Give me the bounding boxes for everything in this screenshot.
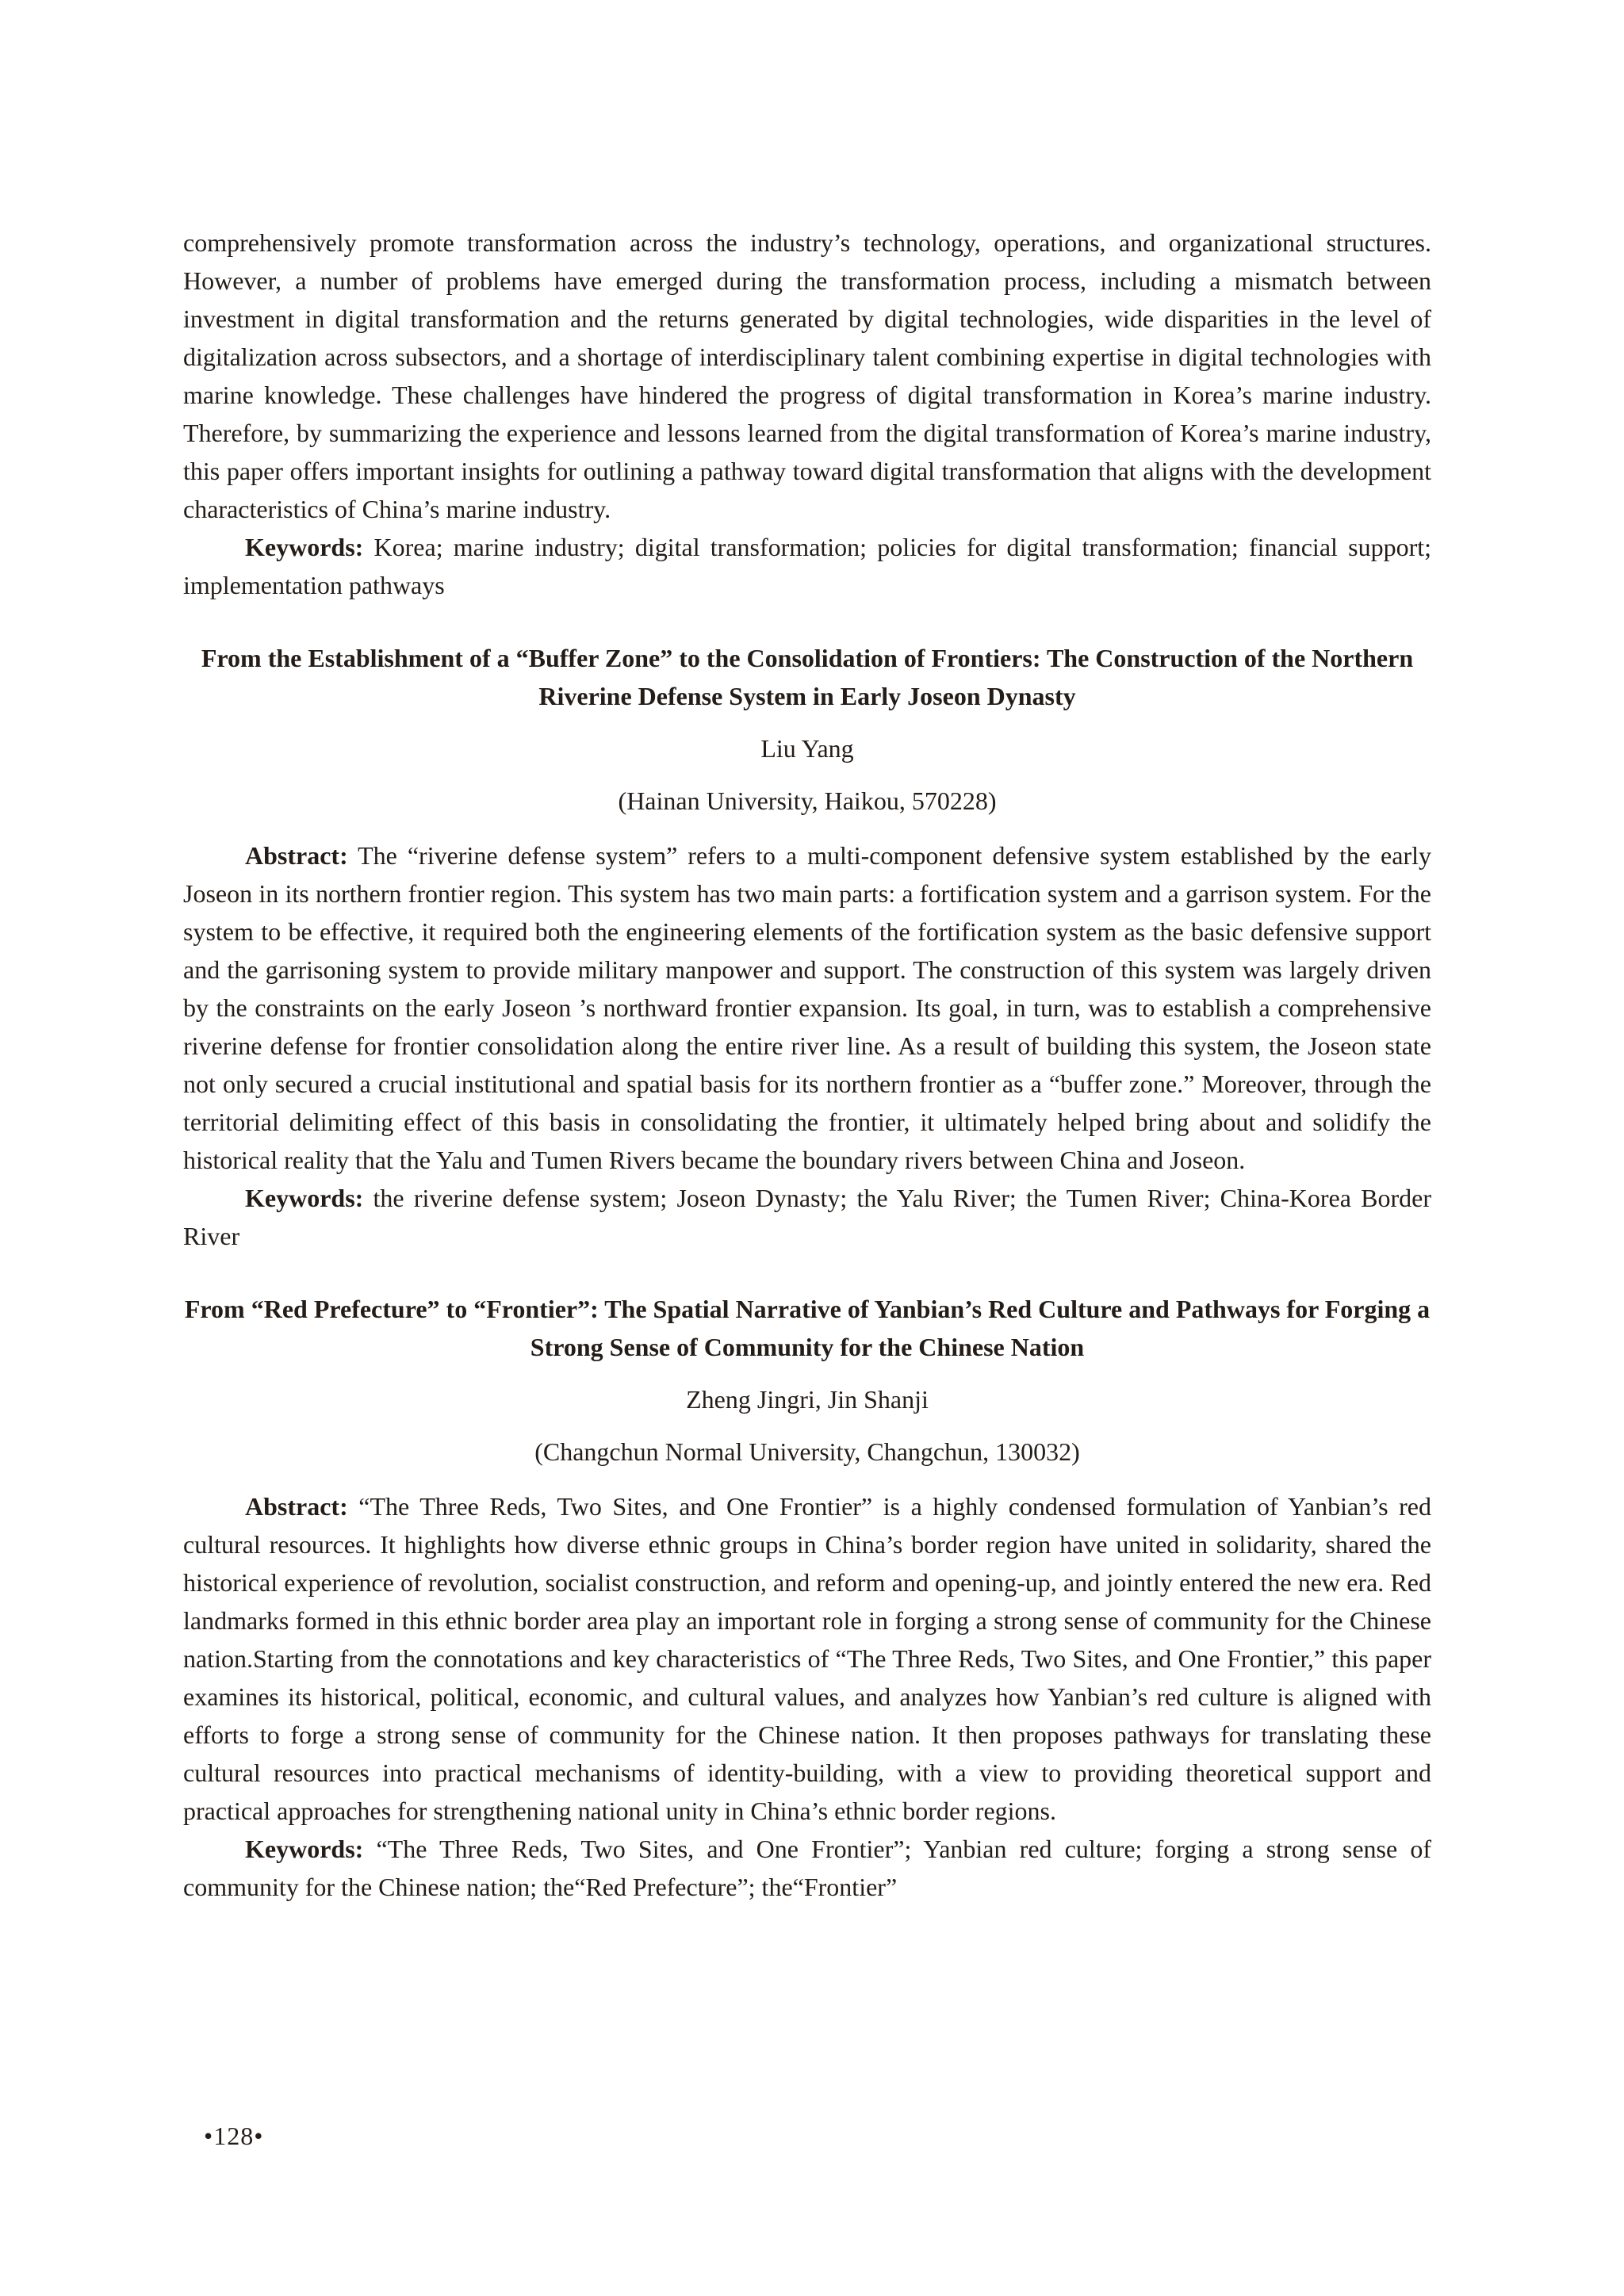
- article-authors: Zheng Jingri, Jin Shanji: [686, 1385, 929, 1414]
- keywords-label: Keywords:: [245, 1184, 364, 1212]
- article-title: From “Red Prefecture” to “Frontier”: The Spatial Narrative of Yanbian’s Red Culture and Pathways for Forging a Strong Sense of Community for the Chinese Nation: [184, 1295, 1431, 1361]
- keywords-label: Keywords:: [245, 533, 364, 561]
- article-affiliation: (Changchun Normal University, Changchun, 130032): [534, 1437, 1080, 1466]
- keywords-paragraph: [183, 528, 1431, 604]
- keywords-paragraph: [183, 1179, 1431, 1255]
- keywords-text: Korea; marine industry; digital transformation; policies for digital transformation; financial support; implementation pathways: [183, 533, 1431, 599]
- abstract-label: Abstract:: [245, 1492, 348, 1521]
- page-number: •128•: [204, 2122, 264, 2150]
- keywords-label: Keywords:: [245, 1835, 364, 1863]
- abstract-label: Abstract:: [245, 841, 348, 870]
- keywords-text: “The Three Reds, Two Sites, and One Frontier”; Yanbian red culture; forging a strong sense of community for the Chinese nation; the“Red Prefecture”; the“Frontier”: [183, 1835, 1431, 1901]
- article-riverine-defense: [183, 639, 1431, 1255]
- abstract-paragraph: [183, 1487, 1431, 1830]
- article-authors: Liu Yang: [760, 734, 854, 763]
- article-marine-industry-abstract: [183, 224, 1431, 604]
- article-yanbian-red-culture: [183, 1290, 1431, 1906]
- abstract-continuation-text: comprehensively promote transformation across the industry’s technology, operations, and organizational structures. However, a number of problems have emerged during the transformation process, including a mismatch between investment in digital transformation and the returns generated by digital technologies, wide disparities in the level of digitalization across subsectors, and a shortage of interdisciplinary talent combining expertise in digital technologies with marine knowledge. These challenges have hindered the progress of digital transformation in Korea’s marine industry. Therefore, by summarizing the experience and lessons learned from the digital transformation of Korea’s marine industry, this paper offers important insights for outlining a pathway toward digital transformation that aligns with the development characteristics of China’s marine industry.: [183, 228, 1431, 523]
- keywords-paragraph: [183, 1830, 1431, 1906]
- abstract-paragraph: [183, 836, 1431, 1179]
- article-affiliation: (Hainan University, Haikou, 570228): [618, 786, 997, 815]
- keywords-text: the riverine defense system; Joseon Dynasty; the Yalu River; the Tumen River; China-Korea Border River: [183, 1184, 1431, 1250]
- abstract-text: “The Three Reds, Two Sites, and One Frontier” is a highly condensed formulation of Yanbian’s red cultural resources. It highlights how diverse ethnic groups in China’s border region have united in solidarity, shared the historical experience of revolution, socialist construction, and reform and opening-up, and jointly entered the new era. Red landmarks formed in this ethnic border area play an important role in forging a strong sense of community for the Chinese nation.Starting from the connotations and key characteristics of “The Three Reds, Two Sites, and One Frontier,” this paper examines its historical, political, economic, and cultural values, and analyzes how Yanbian’s red culture is aligned with efforts to forge a strong sense of community for the Chinese nation. It then proposes pathways for translating these cultural resources into practical mechanisms of identity-building, with a view to providing theoretical support and practical approaches for strengthening national unity in China’s ethnic border regions.: [183, 1492, 1431, 1825]
- page-content: [183, 224, 1431, 1906]
- article-title: From the Establishment of a “Buffer Zone” to the Consolidation of Frontiers: The Construction of the Northern Riverine Defense System in Early Joseon Dynasty: [201, 644, 1414, 710]
- abstract-text: The “riverine defense system” refers to a multi-component defensive system established by the early Joseon in its northern frontier region. This system has two main parts: a fortification system and a garrison system. For the system to be effective, it required both the engineering elements of the fortification system as the basic defensive support and the garrisoning system to provide military manpower and support. The construction of this system was largely driven by the constraints on the early Joseon ’s northward frontier expansion. Its goal, in turn, was to establish a comprehensive riverine defense for frontier consolidation along the entire river line. As a result of building this system, the Joseon state not only secured a crucial institutional and spatial basis for its northern frontier as a “buffer zone.” Moreover, through the territorial delimiting effect of this basis in consolidating the frontier, it ultimately helped bring about and solidify the historical reality that the Yalu and Tumen Rivers became the boundary rivers between China and Joseon.: [183, 841, 1431, 1174]
